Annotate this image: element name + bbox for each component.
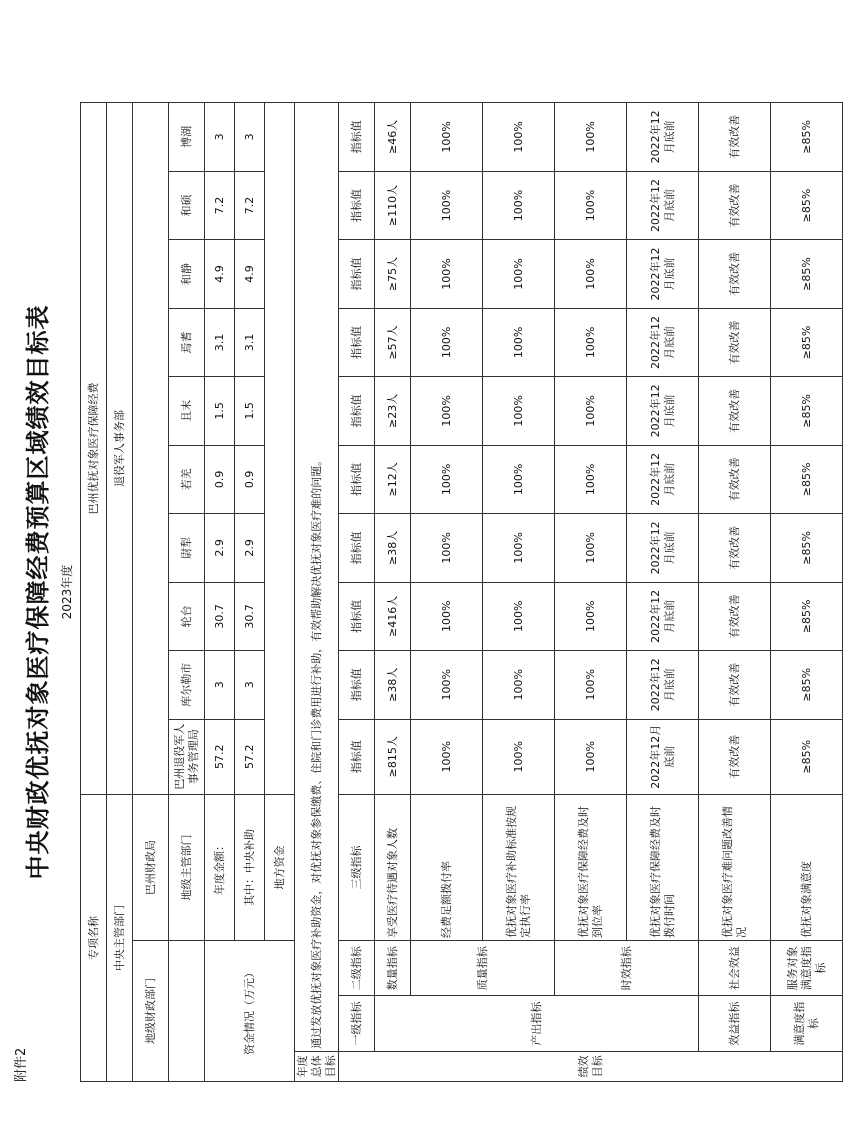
central-dept-value: 退役军人事务部 xyxy=(107,103,133,795)
indicator-county-value: 100% xyxy=(555,514,627,582)
value-header: 指标值 xyxy=(339,719,375,795)
indicator-county-value: 100% xyxy=(411,651,483,719)
indicator-county-value: 有效改善 xyxy=(699,240,771,308)
county-total: 7.2 xyxy=(205,171,235,239)
county-central: 2.9 xyxy=(235,514,265,582)
project-name-label: 专项名称 xyxy=(81,795,107,1082)
indicator-county-value: 100% xyxy=(483,240,555,308)
indicator-county-value: 100% xyxy=(411,240,483,308)
social-indicator: 社会效益 xyxy=(699,941,771,996)
indicator-county-value: 有效改善 xyxy=(699,514,771,582)
indicator-county-value: 100% xyxy=(411,445,483,513)
level3-header: 三级指标 xyxy=(339,795,375,941)
county-total: 30.7 xyxy=(205,582,235,650)
indicator-county-value: 2022年12月底前 xyxy=(627,103,699,172)
county-name: 若羌 xyxy=(169,445,205,513)
indicator-county-value: 100% xyxy=(411,514,483,582)
indicator-county-value: ≥57人 xyxy=(375,308,411,376)
year-label: 2023年度 xyxy=(60,564,74,620)
value-header: 指标值 xyxy=(339,582,375,650)
county-central: 7.2 xyxy=(235,171,265,239)
indicator-county-value: 2022年12月底前 xyxy=(627,308,699,376)
indicator-county-value: 100% xyxy=(483,377,555,445)
county-name: 库尔勒市 xyxy=(169,651,205,719)
indicator-county-value: 100% xyxy=(555,308,627,376)
indicator-county-value: ≥85% xyxy=(771,445,843,513)
indicator-county-value: 2022年12月底前 xyxy=(627,377,699,445)
local-finance-label: 地级财政部门 xyxy=(133,941,169,1082)
indicator-county-value: 100% xyxy=(555,171,627,239)
local-dept-central: 57.2 xyxy=(235,719,265,795)
central-subsidy-label: 其中：中央补助 xyxy=(235,795,265,941)
indicator-dept-value: ≥85% xyxy=(771,719,843,795)
indicator-dept-value: 100% xyxy=(483,719,555,795)
indicator-county-value: 100% xyxy=(555,445,627,513)
annual-goal-text: 通过发放优抚对象医疗补助资金，对优抚对象参保缴费、住院和门诊费用进行补助，有效帮助解决优抚对象医疗难的问题。 xyxy=(295,103,339,1052)
benefit-indicator: 效益指标 xyxy=(699,996,771,1051)
indicator-county-value: ≥85% xyxy=(771,103,843,172)
indicator-dept-value: 100% xyxy=(411,719,483,795)
indicator-county-value: 2022年12月底前 xyxy=(627,514,699,582)
indicator-county-value: 100% xyxy=(555,103,627,172)
indicator-dept-value: 有效改善 xyxy=(699,719,771,795)
indicator-county-value: ≥38人 xyxy=(375,514,411,582)
indicator-county-value: 100% xyxy=(411,103,483,172)
project-name-value: 巴州优抚对象医疗保障经费 xyxy=(81,103,107,795)
quantity-indicator: 数量指标 xyxy=(375,941,411,996)
local-funds-label: 地方资金 xyxy=(265,795,295,941)
rotated-page xyxy=(0,72,827,1122)
indicator-county-value: 100% xyxy=(555,240,627,308)
indicator-county-value: ≥110人 xyxy=(375,171,411,239)
indicator-name: 优抚对象医疗补助标准按规定执行率 xyxy=(483,795,555,941)
indicator-county-value: 2022年12月底前 xyxy=(627,651,699,719)
local-dept-total: 57.2 xyxy=(205,719,235,795)
indicator-county-value: ≥46人 xyxy=(375,103,411,172)
indicator-county-value: 100% xyxy=(411,582,483,650)
county-total: 3 xyxy=(205,103,235,172)
attachment-label: 附件2 xyxy=(14,1047,29,1082)
county-total: 0.9 xyxy=(205,445,235,513)
county-name: 且末 xyxy=(169,377,205,445)
indicator-county-value: 100% xyxy=(555,582,627,650)
indicator-name: 优抚对象医疗保障经费及时到位率 xyxy=(555,795,627,941)
value-header: 指标值 xyxy=(339,651,375,719)
indicator-county-value: ≥85% xyxy=(771,308,843,376)
perf-goal-label: 绩效目标 xyxy=(339,1051,843,1081)
indicator-county-value: 100% xyxy=(483,171,555,239)
county-total: 3.1 xyxy=(205,308,235,376)
level1-header: 一级指标 xyxy=(339,996,375,1051)
indicator-county-value: 有效改善 xyxy=(699,445,771,513)
indicator-county-value: 100% xyxy=(555,377,627,445)
indicator-county-value: ≥416人 xyxy=(375,582,411,650)
indicator-county-value: 100% xyxy=(483,445,555,513)
indicator-county-value: ≥23人 xyxy=(375,377,411,445)
indicator-county-value: ≥12人 xyxy=(375,445,411,513)
indicator-dept-value: 100% xyxy=(555,719,627,795)
indicator-county-value: 100% xyxy=(483,651,555,719)
county-total: 1.5 xyxy=(205,377,235,445)
county-central: 1.5 xyxy=(235,377,265,445)
indicator-county-value: 100% xyxy=(483,103,555,172)
county-total: 4.9 xyxy=(205,240,235,308)
indicator-county-value: 2022年12月底前 xyxy=(627,171,699,239)
indicator-name: 享受医疗待遇对象人数 xyxy=(375,795,411,941)
indicator-county-value: 2022年12月底前 xyxy=(627,582,699,650)
indicator-county-value: 100% xyxy=(483,514,555,582)
indicator-county-value: 有效改善 xyxy=(699,377,771,445)
indicator-name: 优抚对象满意度 xyxy=(771,795,843,941)
county-central: 3.1 xyxy=(235,308,265,376)
indicator-county-value: 100% xyxy=(411,171,483,239)
indicator-county-value: ≥85% xyxy=(771,240,843,308)
indicator-county-value: 有效改善 xyxy=(699,103,771,172)
satisfaction-indicator: 满意度指标 xyxy=(771,996,843,1051)
county-name: 尉犁 xyxy=(169,514,205,582)
timeliness-indicator: 时效指标 xyxy=(555,941,699,996)
value-header: 指标值 xyxy=(339,171,375,239)
value-header: 指标值 xyxy=(339,377,375,445)
indicator-county-value: ≥85% xyxy=(771,514,843,582)
indicator-dept-value: ≥815人 xyxy=(375,719,411,795)
county-name: 和硕 xyxy=(169,171,205,239)
indicator-county-value: 100% xyxy=(483,308,555,376)
value-header: 指标值 xyxy=(339,514,375,582)
county-total: 3 xyxy=(205,651,235,719)
county-name: 博湖 xyxy=(169,103,205,172)
value-header: 指标值 xyxy=(339,240,375,308)
indicator-name: 经费足额拨付率 xyxy=(411,795,483,941)
level2-header: 二级指标 xyxy=(339,941,375,996)
county-total: 2.9 xyxy=(205,514,235,582)
indicator-dept-value: 2022年12月底前 xyxy=(627,719,699,795)
indicator-county-value: 有效改善 xyxy=(699,582,771,650)
indicator-name: 优抚对象医疗保障经费及时拨付时间 xyxy=(627,795,699,941)
county-name: 轮台 xyxy=(169,582,205,650)
local-dept-name: 巴州退役军人事务管理局 xyxy=(169,719,205,795)
value-header: 指标值 xyxy=(339,445,375,513)
county-central: 30.7 xyxy=(235,582,265,650)
service-satisfaction-indicator: 服务对象满意度指标 xyxy=(771,941,843,996)
indicator-county-value: 有效改善 xyxy=(699,651,771,719)
indicator-county-value: ≥85% xyxy=(771,377,843,445)
county-name: 和静 xyxy=(169,240,205,308)
quality-indicator: 质量指标 xyxy=(411,941,555,996)
indicator-county-value: 100% xyxy=(411,377,483,445)
funds-label: 资金情况（万元） xyxy=(205,941,295,1082)
indicator-county-value: 有效改善 xyxy=(699,171,771,239)
county-name: 焉耆 xyxy=(169,308,205,376)
county-central: 4.9 xyxy=(235,240,265,308)
county-central: 0.9 xyxy=(235,445,265,513)
value-header: 指标值 xyxy=(339,103,375,172)
indicator-county-value: 100% xyxy=(555,651,627,719)
indicator-county-value: ≥85% xyxy=(771,171,843,239)
indicator-name: 优抚对象医疗难问题改善情况 xyxy=(699,795,771,941)
indicator-county-value: 100% xyxy=(483,582,555,650)
indicator-county-value: ≥38人 xyxy=(375,651,411,719)
indicator-county-value: 有效改善 xyxy=(699,308,771,376)
indicator-county-value: ≥85% xyxy=(771,651,843,719)
local-finance-value: 巴州财政局 xyxy=(133,795,169,941)
output-indicator: 产出指标 xyxy=(375,996,699,1051)
indicator-county-value: 2022年12月底前 xyxy=(627,240,699,308)
performance-table xyxy=(80,102,843,1082)
county-central: 3 xyxy=(235,651,265,719)
annual-goal-label: 年度总体目标 xyxy=(295,1051,339,1081)
indicator-county-value: 100% xyxy=(411,308,483,376)
value-header: 指标值 xyxy=(339,308,375,376)
year-total-label: 年度金额： xyxy=(205,795,235,941)
indicator-county-value: ≥85% xyxy=(771,582,843,650)
local-dept-label: 地级主管部门 xyxy=(169,795,205,941)
page-title: 中央财政优抚对象医疗保障经费预算区域绩效目标表 xyxy=(24,304,52,880)
county-central: 3 xyxy=(235,103,265,172)
central-dept-label: 中央主管部门 xyxy=(107,795,133,1082)
indicator-county-value: 2022年12月底前 xyxy=(627,445,699,513)
indicator-county-value: ≥75人 xyxy=(375,240,411,308)
